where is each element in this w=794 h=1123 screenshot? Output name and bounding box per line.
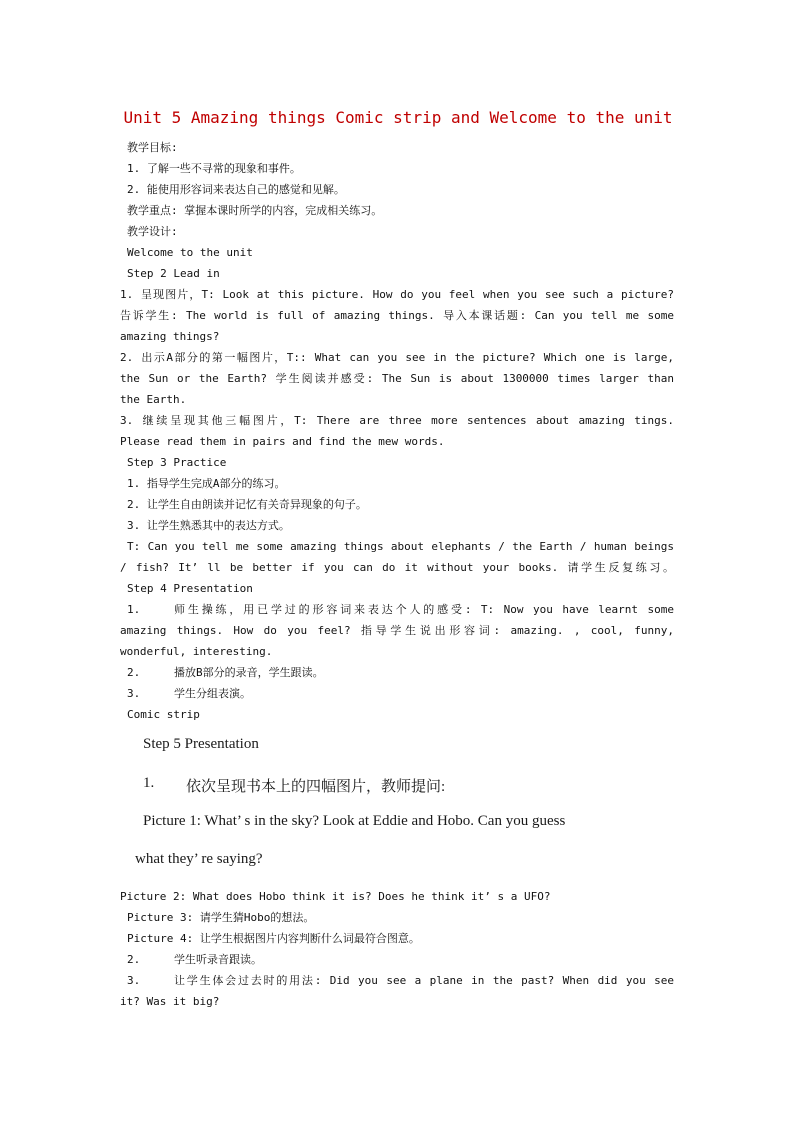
text-line: Comic strip bbox=[127, 708, 200, 721]
text-line: amazing things. How do you feel? 指导学生说出形容词: amazing. , cool, funny, bbox=[120, 624, 674, 637]
text-line: amazing things? bbox=[120, 330, 220, 343]
text-line: it? Was it big? bbox=[120, 995, 220, 1008]
text-line: Picture 2: What does Hobo think it is? Does he think it’ s a UFO? bbox=[120, 890, 551, 903]
text-line: T: Can you tell me some amazing things about elephants / the Earth / human beings bbox=[127, 540, 674, 553]
text-line: 让学生体会过去时的用法: Did you see a plane in the past? When did you see bbox=[174, 974, 674, 987]
text-line: 依次呈现书本上的四幅图片，教师提问: bbox=[186, 779, 446, 795]
text-line: Picture 4: 让学生根据图片内容判断什么词最符合图意。 bbox=[127, 932, 420, 945]
list-number: 2. bbox=[127, 953, 141, 966]
text-line: 2. 出示A部分的第一幅图片，T:: What can you see in the picture? Which one is large, bbox=[120, 351, 674, 364]
list-number: 1. bbox=[127, 603, 141, 616]
text-line: what they’ re saying? bbox=[135, 851, 263, 867]
text-line: 2. 让学生自由朗读并记忆有关奇异现象的句子。 bbox=[127, 498, 367, 511]
text-line: 1. 指导学生完成A部分的练习。 bbox=[127, 477, 286, 490]
list-number: 3. bbox=[127, 974, 141, 987]
text-line: Step 4 Presentation bbox=[127, 582, 253, 595]
text-line: / fish? It’ ll be better if you can do it without your books. 请学生反复练习。 bbox=[120, 561, 674, 574]
text-line: 3. 继续呈现其他三幅图片，T: There are three more sentences about amazing tings. bbox=[120, 414, 674, 427]
text-line: 教学重点: 掌握本课时所学的内容，完成相关练习。 bbox=[127, 204, 383, 217]
text-line: Picture 1: What’ s in the sky? Look at Eddie and Hobo. Can you guess bbox=[143, 813, 566, 829]
text-line: 1. 了解一些不寻常的现象和事件。 bbox=[127, 162, 301, 175]
list-number: 1. bbox=[143, 775, 155, 791]
text-line: Picture 3: 请学生猜Hobo的想法。 bbox=[127, 911, 315, 924]
text-line: Step 2 Lead in bbox=[127, 267, 220, 280]
document-title: Unit 5 Amazing things Comic strip and Welcome to the unit bbox=[123, 108, 673, 127]
text-line: the Sun or the Earth? 学生阅读并感受: The Sun is about 1300000 times larger than bbox=[120, 372, 674, 385]
text-line: 1. 呈现图片，T: Look at this picture. How do you feel when you see such a picture? bbox=[120, 288, 674, 301]
list-number: 2. bbox=[127, 666, 141, 679]
text-line: 3. 让学生熟悉其中的表达方式。 bbox=[127, 519, 290, 532]
text-line: 教学目标: bbox=[127, 141, 178, 154]
text-line: 告诉学生: The world is full of amazing things. 导入本课话题: Can you tell me some bbox=[120, 309, 674, 322]
list-number: 3. bbox=[127, 687, 141, 700]
text-line: 学生听录音跟读。 bbox=[174, 953, 262, 966]
text-line: 2. 能使用形容词来表达自己的感觉和见解。 bbox=[127, 183, 345, 196]
text-line: Welcome to the unit bbox=[127, 246, 253, 259]
text-line: 教学设计: bbox=[127, 225, 178, 238]
text-line: wonderful, interesting. bbox=[120, 645, 273, 658]
text-line: 师生操练，用已学过的形容词来表达个人的感受: T: Now you have learnt some bbox=[174, 603, 674, 616]
text-line: Step 3 Practice bbox=[127, 456, 227, 469]
text-line: 学生分组表演。 bbox=[174, 687, 251, 700]
text-line: the Earth. bbox=[120, 393, 187, 406]
section-heading: Step 5 Presentation bbox=[143, 736, 259, 752]
text-line: 播放B部分的录音，学生跟读。 bbox=[174, 666, 324, 679]
text-line: Please read them in pairs and find the mew words. bbox=[120, 435, 445, 448]
